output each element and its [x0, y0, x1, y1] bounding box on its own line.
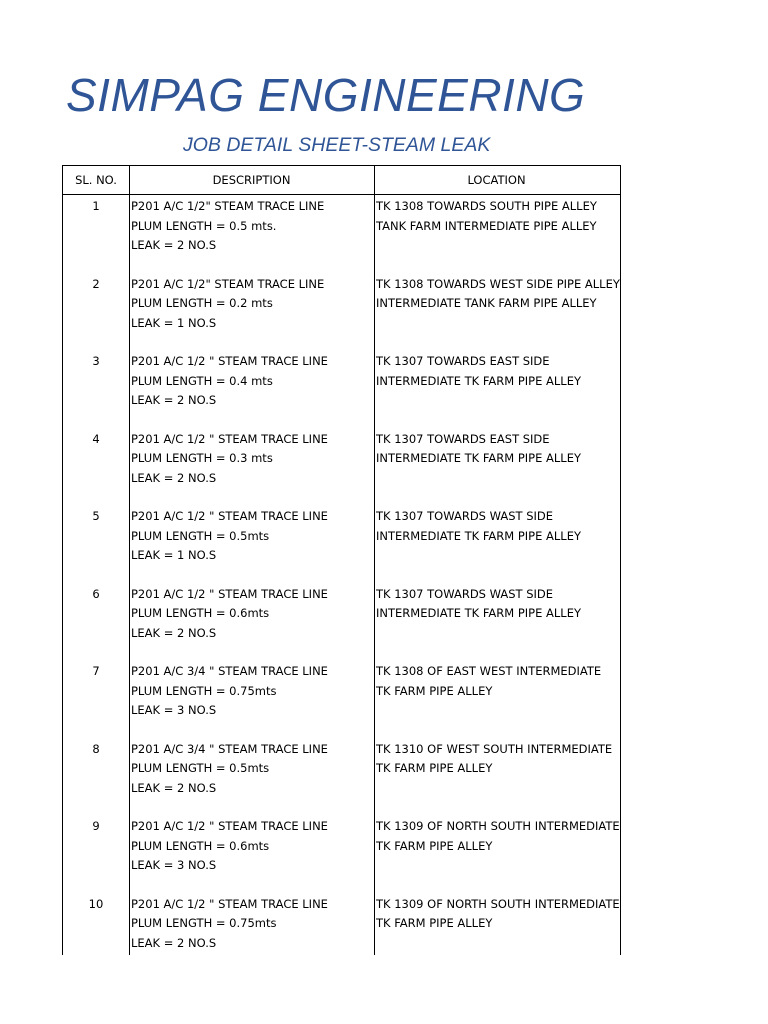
location-line: INTERMEDIATE TK FARM PIPE ALLEY [376, 528, 582, 543]
description-line: P201 A/C 1/2 " STEAM TRACE LINE [131, 896, 328, 911]
description-line: P201 A/C 3/4 " STEAM TRACE LINE [131, 664, 328, 678]
header-description: DESCRIPTION [212, 173, 291, 187]
sl-no-cell: 5 [92, 509, 100, 523]
description-line: PLUM LENGTH = 0.2 mts [131, 296, 273, 310]
location-line: TANK FARM INTERMEDIATE PIPE ALLEY [376, 218, 597, 233]
description-line: P201 A/C 1/2 " STEAM TRACE LINE [131, 509, 328, 523]
description-line: P201 A/C 1/2 " STEAM TRACE LINE [131, 586, 328, 601]
description-cell [131, 895, 371, 954]
sl-no-cell: 2 [92, 276, 100, 291]
sl-no-cell: 10 [88, 896, 104, 911]
location-cell [376, 507, 619, 546]
table-row [63, 275, 619, 353]
description-line: PLUM LENGTH = 0.5mts [131, 761, 270, 775]
sl-no-cell: 8 [92, 741, 100, 756]
company-title: SIMPAG ENGINEERING [66, 69, 586, 121]
description-cell [131, 662, 371, 721]
description-line: PLUM LENGTH = 0.75mts [131, 683, 277, 698]
description-line: PLUM LENGTH = 0.75mts [131, 916, 277, 930]
location-line: INTERMEDIATE TK FARM PIPE ALLEY [376, 373, 582, 388]
description-line: P201 A/C 1/2" STEAM TRACE LINE [131, 199, 325, 213]
location-cell [376, 662, 619, 701]
header-sl-no: SL. NO. [75, 173, 117, 187]
description-cell [131, 430, 371, 489]
description-line: LEAK = 1 NO.S [131, 315, 217, 330]
description-line: P201 A/C 1/2" STEAM TRACE LINE [131, 276, 325, 291]
description-line: LEAK = 3 NO.S [131, 703, 217, 717]
description-line: PLUM LENGTH = 0.4 mts [131, 373, 273, 388]
description-cell [131, 585, 371, 644]
description-line: PLUM LENGTH = 0.6mts [131, 606, 270, 620]
description-line: PLUM LENGTH = 0.5 mts. [131, 218, 277, 233]
description-cell [131, 740, 371, 799]
location-line: INTERMEDIATE TK FARM PIPE ALLEY [376, 606, 582, 620]
location-line: TK 1307 TOWARDS WAST SIDE [376, 586, 554, 601]
description-line: PLUM LENGTH = 0.5mts [131, 528, 270, 543]
description-line: LEAK = 2 NO.S [131, 935, 217, 950]
description-line: PLUM LENGTH = 0.6mts [131, 838, 270, 853]
location-cell [376, 817, 619, 856]
location-line: TK FARM PIPE ALLEY [376, 916, 493, 930]
location-cell [376, 352, 619, 391]
table-row [63, 507, 619, 585]
location-cell [376, 197, 619, 236]
location-line: TK 1307 TOWARDS EAST SIDE [376, 354, 550, 368]
description-line: LEAK = 3 NO.S [131, 858, 217, 872]
description-line: LEAK = 2 NO.S [131, 780, 217, 795]
description-line: LEAK = 2 NO.S [131, 238, 217, 252]
sl-no-cell: 7 [92, 664, 100, 678]
header-divider [63, 194, 620, 195]
description-line: LEAK = 2 NO.S [131, 625, 217, 640]
location-cell [376, 585, 619, 624]
location-cell [376, 275, 619, 314]
location-line: INTERMEDIATE TANK FARM PIPE ALLEY [376, 296, 597, 310]
location-cell [376, 740, 619, 779]
location-cell [376, 430, 619, 469]
location-cell [376, 895, 619, 934]
table-row [63, 197, 619, 275]
description-line: LEAK = 2 NO.S [131, 470, 217, 485]
table-row [63, 352, 619, 430]
sl-no-cell: 6 [92, 586, 100, 601]
table-row [63, 585, 619, 663]
document-subtitle: JOB DETAIL SHEET-STEAM LEAK [183, 134, 491, 156]
header-location: LOCATION [467, 173, 526, 187]
job-detail-table [62, 165, 621, 955]
description-line: LEAK = 1 NO.S [131, 548, 217, 562]
location-line: TK 1310 OF WEST SOUTH INTERMEDIATE [376, 741, 613, 756]
location-line: TK 1308 OF EAST WEST INTERMEDIATE [376, 664, 602, 678]
location-line: TK 1307 TOWARDS EAST SIDE [376, 431, 550, 446]
description-line: P201 A/C 1/2 " STEAM TRACE LINE [131, 431, 328, 446]
sl-no-cell: 9 [92, 819, 100, 833]
table-row [63, 662, 619, 740]
sl-no-cell: 1 [92, 199, 100, 213]
description-line: P201 A/C 1/2 " STEAM TRACE LINE [131, 819, 328, 833]
table-row [63, 430, 619, 508]
description-cell [131, 817, 371, 876]
sl-no-cell: 3 [92, 354, 100, 368]
location-line: TK FARM PIPE ALLEY [376, 683, 493, 698]
location-line: TK 1308 TOWARDS SOUTH PIPE ALLEY [376, 199, 597, 213]
location-line: TK FARM PIPE ALLEY [376, 761, 493, 775]
location-line: INTERMEDIATE TK FARM PIPE ALLEY [376, 451, 582, 465]
description-line: P201 A/C 3/4 " STEAM TRACE LINE [131, 741, 328, 756]
description-cell [131, 275, 371, 334]
location-line: TK 1307 TOWARDS WAST SIDE [376, 509, 554, 523]
table-row [63, 817, 619, 895]
location-line: TK FARM PIPE ALLEY [376, 838, 493, 853]
description-cell [131, 352, 371, 411]
table-row [63, 740, 619, 818]
location-line: TK 1308 TOWARDS WEST SIDE PIPE ALLEY [376, 276, 620, 291]
description-line: PLUM LENGTH = 0.3 mts [131, 451, 273, 465]
location-line: TK 1309 OF NORTH SOUTH INTERMEDIATE [376, 819, 620, 833]
sl-no-cell: 4 [92, 431, 100, 446]
description-line: P201 A/C 1/2 " STEAM TRACE LINE [131, 354, 328, 368]
description-cell [131, 197, 371, 256]
location-line: TK 1309 OF NORTH SOUTH INTERMEDIATE [376, 896, 620, 911]
description-line: LEAK = 2 NO.S [131, 393, 217, 407]
description-cell [131, 507, 371, 566]
table-row [63, 895, 619, 973]
